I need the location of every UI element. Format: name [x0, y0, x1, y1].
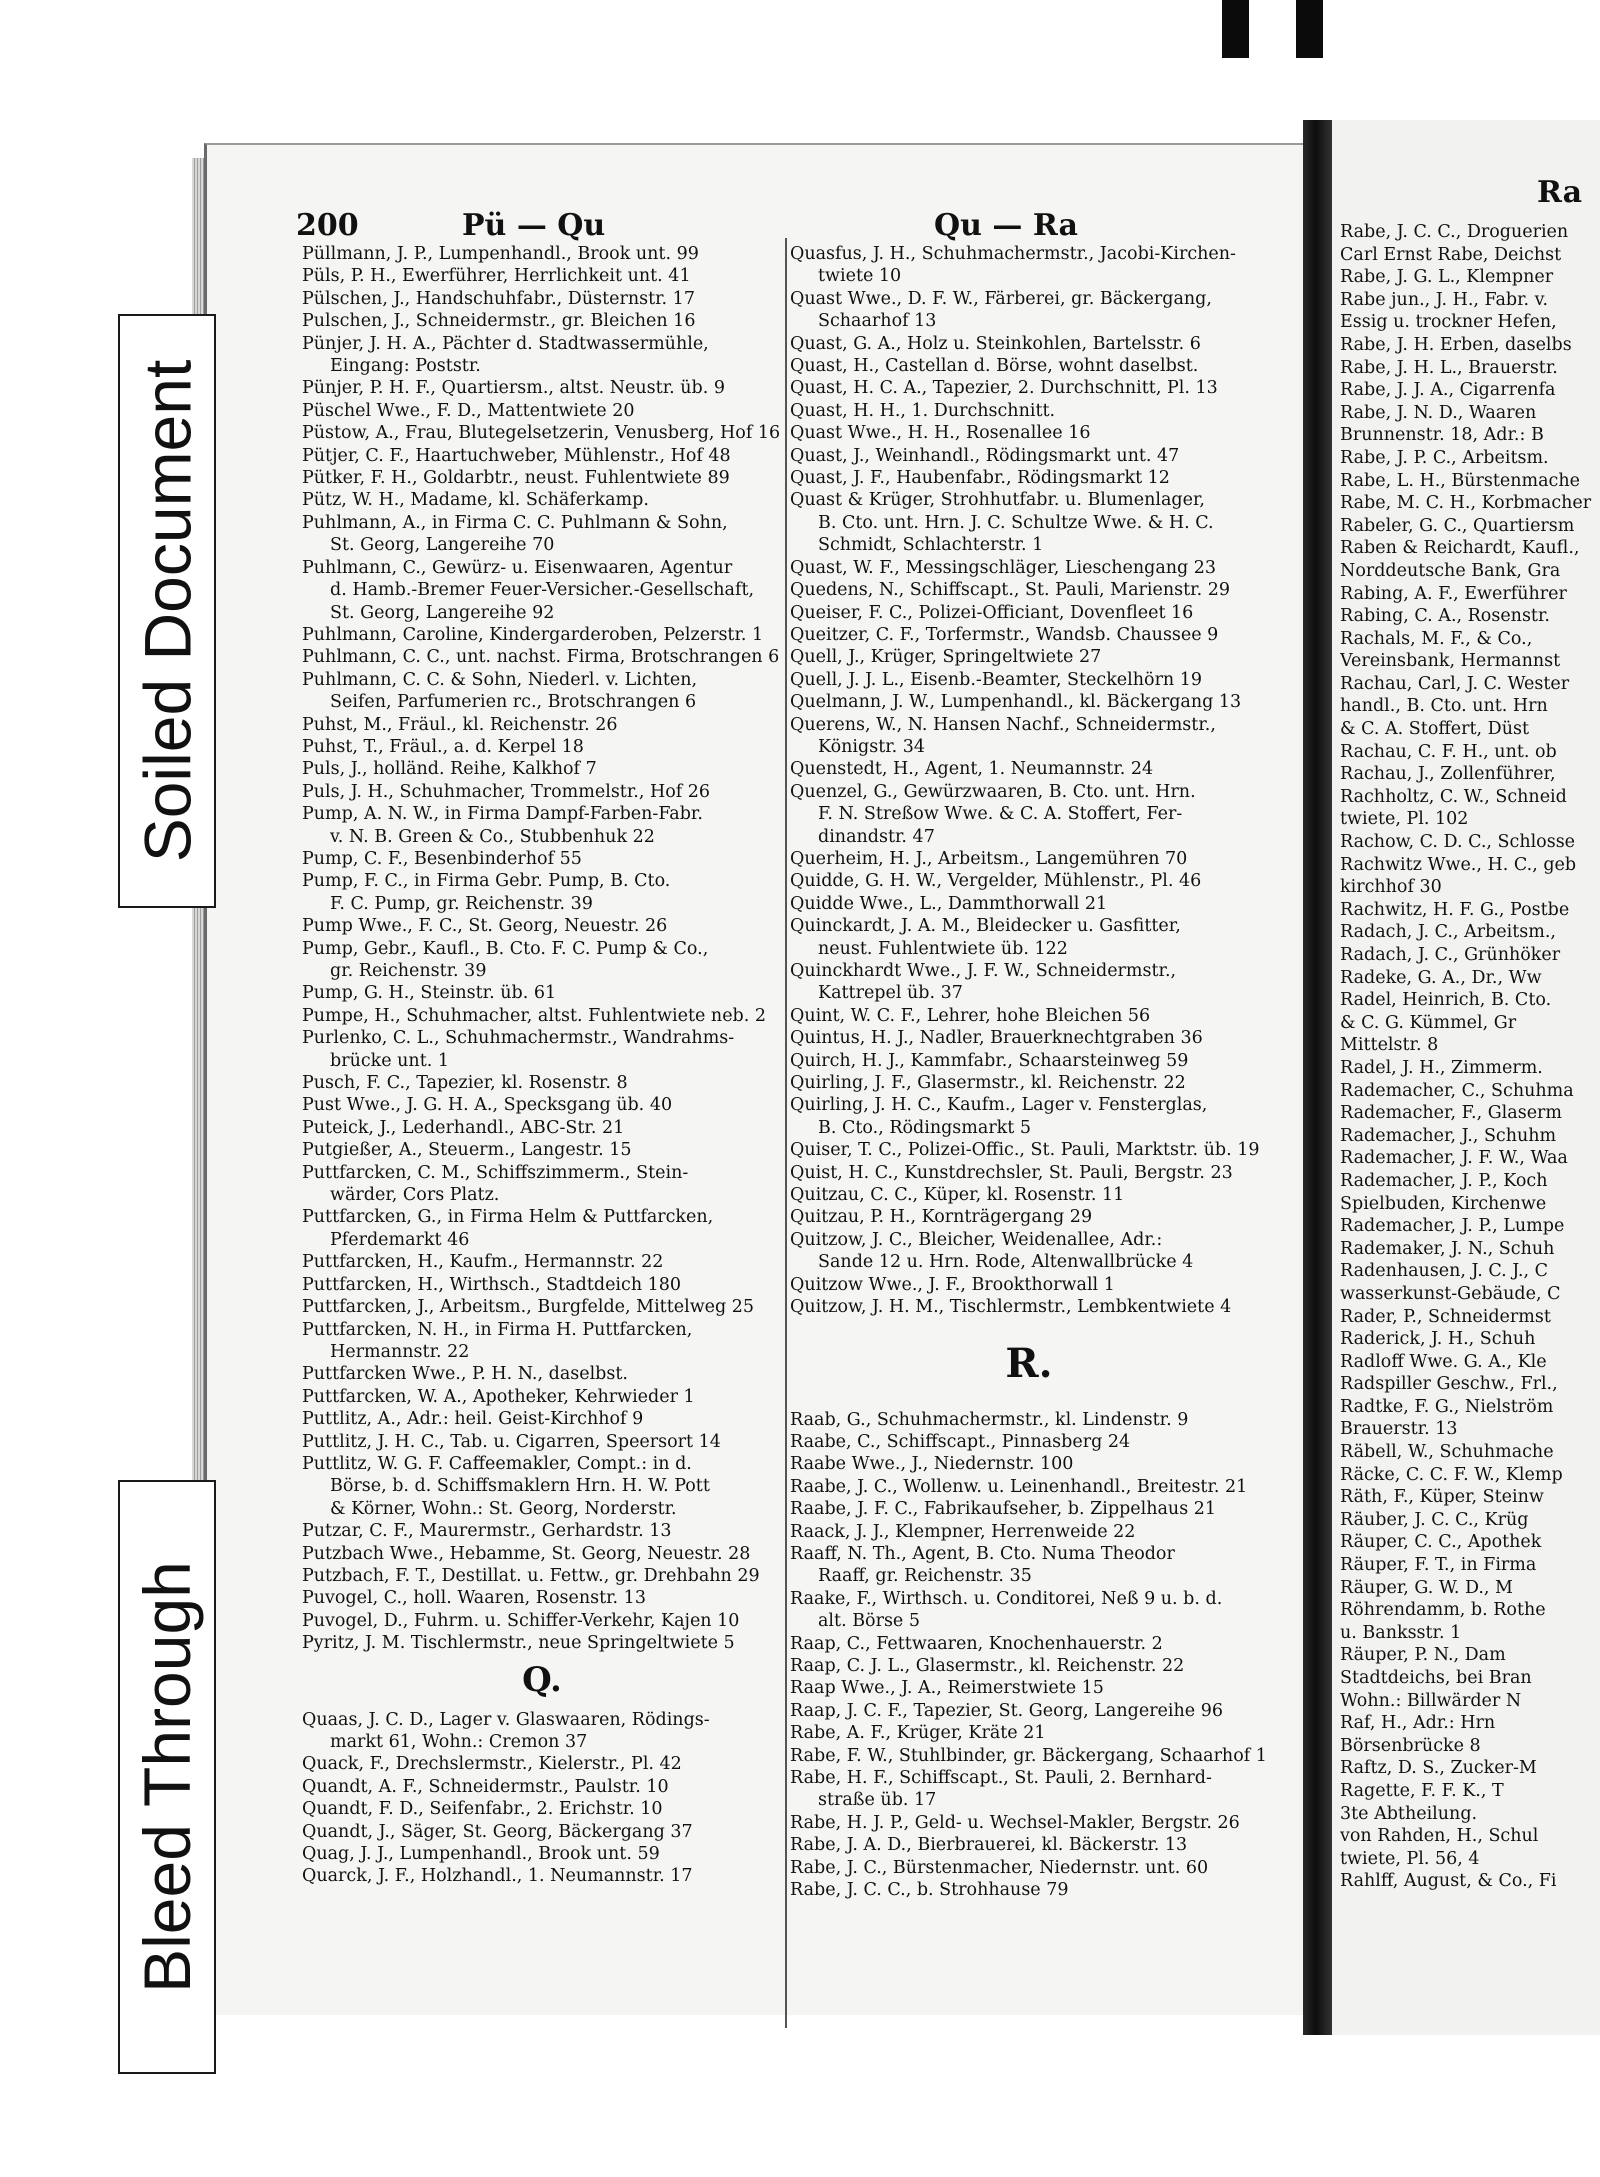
directory-entry: Puhlmann, C., Gewürz- u. Eisenwaaren, Agentur — [302, 557, 733, 578]
directory-entry: Queiser, F. C., Polizei-Officiant, Dovenfleet 16 — [790, 602, 1194, 623]
directory-entry: Quast, G. A., Holz u. Steinkohlen, Bartelsstr. 6 — [790, 333, 1201, 354]
facing-page-entry: Radach, J. C., Arbeitsm., — [1340, 922, 1556, 943]
directory-entry-continuation: Raaff, gr. Reichenstr. 35 — [818, 1566, 1032, 1587]
directory-entry: Quirling, J. H. C., Kaufm., Lager v. Fensterglas, — [790, 1095, 1208, 1116]
directory-entry: Rabe, H. J. P., Geld- u. Wechsel-Makler, Bergstr. 26 — [790, 1812, 1240, 1833]
directory-entry-continuation: brücke unt. 1 — [330, 1050, 449, 1071]
left-running-head: Pü — Qu — [462, 208, 606, 243]
facing-page-entry: Räuper, P. N., Dam — [1340, 1645, 1506, 1666]
facing-page-entry: Brauerstr. 13 — [1340, 1419, 1458, 1440]
facing-page-entry: Spielbuden, Kirchenwe — [1340, 1193, 1547, 1214]
directory-entry: Rabe, J. C., Bürstenmacher, Niedernstr. unt. 60 — [790, 1857, 1209, 1878]
directory-entry: Puttfarcken Wwe., P. H. N., daselbst. — [302, 1364, 628, 1385]
directory-entry: Quelmann, J. W., Lumpenhandl., kl. Bäckergang 13 — [790, 692, 1242, 713]
facing-page-column — [1340, 221, 1600, 1893]
directory-entry: Pump, F. C., in Firma Gebr. Pump, B. Cto. — [302, 871, 671, 892]
directory-entry: Pump, C. F., Besenbinderhof 55 — [302, 848, 582, 869]
scan-edge-bar — [1296, 0, 1323, 58]
directory-entry: Raake, F., Wirthsch. u. Conditorei, Neß 9 u. b. d. — [790, 1588, 1223, 1609]
entries-r — [790, 1409, 1268, 1902]
directory-entry-continuation: Eingang: Poststr. — [330, 356, 481, 377]
facing-page-entry: Rabe, L. H., Bürstenmache — [1340, 470, 1580, 491]
directory-entry: Putzar, C. F., Maurermstr., Gerhardstr. 13 — [302, 1521, 672, 1542]
directory-entry: Puhst, M., Fräul., kl. Reichenstr. 26 — [302, 714, 618, 735]
directory-entry: Pütjer, C. F., Haartuchweber, Mühlenstr., Hof 48 — [302, 445, 731, 466]
directory-entry-continuation: Hermannstr. 22 — [330, 1341, 470, 1362]
directory-entry: Quenstedt, H., Agent, 1. Neumannstr. 24 — [790, 759, 1154, 780]
directory-entry: Puvogel, D., Fuhrm. u. Schiffer-Verkehr, Kajen 10 — [302, 1610, 740, 1631]
facing-page-entry: Rabe, J. H. L., Brauerstr. — [1340, 357, 1558, 378]
directory-entry: Puhlmann, A., in Firma C. C. Puhlmann & Sohn, — [302, 512, 728, 533]
facing-page-entry: Rabe, J. P. C., Arbeitsm. — [1340, 447, 1549, 468]
facing-page-entry: Röhrendamm, b. Rothe — [1340, 1600, 1546, 1621]
directory-entry: Pulschen, J., Schneidermstr., gr. Bleichen 16 — [302, 311, 696, 332]
directory-entry: Quandt, J., Säger, St. Georg, Bäckergang 37 — [302, 1821, 693, 1842]
facing-page-entry: & C. G. Kümmel, Gr — [1340, 1012, 1517, 1033]
directory-entry-continuation: B. Cto., Rödingsmarkt 5 — [818, 1117, 1032, 1138]
directory-entry-continuation: wärder, Cors Platz. — [330, 1185, 500, 1206]
facing-page-entry: Rabing, A. F., Ewerführer — [1340, 583, 1567, 604]
facing-page-entry: Vereinsbank, Hermannst — [1340, 651, 1561, 672]
directory-entry-continuation: twiete 10 — [818, 266, 902, 287]
facing-page-entry: Carl Ernst Rabe, Deichst — [1340, 244, 1562, 265]
directory-entry: Raabe, C., Schiffscapt., Pinnasberg 24 — [790, 1431, 1131, 1452]
facing-page-entry: Rachwitz Wwe., H. C., geb — [1340, 854, 1577, 875]
directory-entry: Puttfarcken, J., Arbeitsm., Burgfelde, Mittelweg 25 — [302, 1297, 755, 1318]
directory-entry: Pünjer, J. H. A., Pächter d. Stadtwassermühle, — [302, 333, 709, 354]
directory-entry: Quag, J. J., Lumpenhandl., Brook unt. 59 — [302, 1844, 660, 1865]
facing-page-entry: Räuper, G. W. D., M — [1340, 1577, 1513, 1598]
entries-p — [302, 243, 782, 1655]
directory-entry: Puttlitz, A., Adr.: heil. Geist-Kirchhof 9 — [302, 1409, 644, 1430]
facing-page-entry: Rachau, C. F. H., unt. ob — [1340, 741, 1557, 762]
section-letter-r: R. — [1005, 1339, 1053, 1387]
facing-page-entry: Rabe, J. C. C., Droguerien — [1340, 222, 1569, 242]
directory-entry: Raack, J. J., Klempner, Herrenweide 22 — [790, 1521, 1136, 1542]
facing-page-entry: Rabe, J. G. L., Klempner — [1340, 267, 1554, 288]
facing-page-entry: twiete, Pl. 102 — [1340, 809, 1469, 830]
directory-entry: Pust Wwe., J. G. H. A., Specksgang üb. 40 — [302, 1095, 673, 1116]
entries-qu — [790, 243, 1268, 1319]
directory-entry: Putgießer, A., Steuerm., Langestr. 15 — [302, 1140, 632, 1161]
facing-page-entry: Raderick, J. H., Schuh — [1340, 1329, 1536, 1350]
directory-entry-continuation: straße üb. 17 — [818, 1790, 937, 1811]
column-divider — [785, 238, 787, 2028]
directory-entry-continuation: v. N. B. Green & Co., Stubbenhuk 22 — [330, 826, 655, 847]
directory-entry: Quast, W. F., Messingschläger, Lieschengang 23 — [790, 557, 1217, 578]
directory-entry: Quasfus, J. H., Schuhmachermstr., Jacobi-Kirchen- — [790, 244, 1236, 264]
facing-page-entry: Räcke, C. C. F. W., Klemp — [1340, 1464, 1563, 1485]
directory-entry: Rabe, H. F., Schiffscapt., St. Pauli, 2. Bernhard- — [790, 1768, 1212, 1788]
directory-entry: Quast, H., Castellan d. Börse, wohnt daselbst. — [790, 356, 1199, 377]
directory-entry-continuation: markt 61, Wohn.: Cremon 37 — [330, 1732, 588, 1752]
facing-page-entry: Räuber, J. C. C., Krüg — [1340, 1509, 1529, 1530]
facing-page-entry: Mittelstr. 8 — [1340, 1035, 1439, 1056]
facing-page-entry: Radach, J. C., Grünhöker — [1340, 945, 1561, 965]
directory-entry: Püschel Wwe., F. D., Mattentwiete 20 — [302, 400, 635, 421]
directory-entry: Pumpe, H., Schuhmacher, altst. Fuhlentwiete neb. 2 — [302, 1005, 767, 1026]
directory-entry-continuation: alt. Börse 5 — [818, 1611, 920, 1632]
facing-page-entry: Brunnenstr. 18, Adr.: B — [1340, 425, 1544, 446]
directory-entry-continuation: Pferdemarkt 46 — [330, 1229, 470, 1250]
directory-entry: Puttlitz, J. H. C., Tab. u. Cigarren, Speersort 14 — [302, 1431, 721, 1452]
facing-page-entry: Rademacher, J. F. W., Waa — [1340, 1148, 1568, 1169]
directory-entry: Raabe, J. C., Wollenw. u. Leinenhandl., Breitestr. 21 — [790, 1476, 1248, 1497]
directory-entry: Pump, G. H., Steinstr. üb. 61 — [302, 983, 557, 1004]
directory-entry: Puvogel, C., holl. Waaren, Rosenstr. 13 — [302, 1588, 646, 1609]
directory-entry: Pusch, F. C., Tapezier, kl. Rosenstr. 8 — [302, 1073, 628, 1094]
directory-entry: Quast, J. F., Haubenfabr., Rödingsmarkt 12 — [790, 468, 1170, 489]
directory-entry: Raap, C., Fettwaaren, Knochenhauerstr. 2 — [790, 1633, 1163, 1654]
directory-entry-continuation: Königstr. 34 — [818, 736, 926, 757]
directory-entry: Quenzel, G., Gewürzwaaren, B. Cto. unt. Hrn. — [790, 781, 1196, 802]
directory-entry-continuation: B. Cto. unt. Hrn. J. C. Schultze Wwe. & H. C. — [818, 512, 1214, 533]
directory-entry: Quell, J., Krüger, Springeltwiete 27 — [790, 647, 1102, 668]
directory-entry-continuation: St. Georg, Langereihe 70 — [330, 535, 555, 556]
directory-entry-continuation: Sande 12 u. Hrn. Rode, Altenwallbrücke 4 — [818, 1252, 1194, 1273]
facing-page-entry: handl., B. Cto. unt. Hrn — [1340, 696, 1548, 717]
directory-entry: Rabe, F. W., Stuhlbinder, gr. Bäckergang, Schaarhof 1 — [790, 1745, 1267, 1766]
directory-entry: Quiser, T. C., Polizei-Offic., St. Pauli, Marktstr. üb. 19 — [790, 1140, 1260, 1161]
right-running-head: Qu — Ra — [934, 208, 1078, 243]
directory-entry-continuation: d. Hamb.-Bremer Feuer-Versicher.-Gesellschaft, — [330, 580, 755, 601]
facing-page-entry: Räbell, W., Schuhmache — [1340, 1442, 1554, 1463]
directory-entry: Puhlmann, C. C. & Sohn, Niederl. v. Lichten, — [302, 669, 698, 690]
right-column — [790, 243, 1268, 1901]
scan-edge-bar — [1222, 0, 1249, 58]
directory-entry: Quast Wwe., D. F. W., Färberei, gr. Bäckergang, — [790, 288, 1212, 309]
facing-page-entry: Radel, Heinrich, B. Cto. — [1340, 990, 1552, 1011]
directory-entry: Quinckardt, J. A. M., Bleidecker u. Gasfitter, — [790, 916, 1181, 937]
directory-entry: Pump, Gebr., Kaufl., B. Cto. F. C. Pump & Co., — [302, 938, 709, 959]
directory-entry: Quandt, A. F., Schneidermstr., Paulstr. 10 — [302, 1776, 669, 1797]
facing-page-entry: Rabe, J. N. D., Waaren — [1340, 402, 1537, 423]
directory-entry-continuation: Kattrepel üb. 37 — [818, 983, 963, 1004]
facing-page-entry: 3te Abtheilung. — [1340, 1803, 1478, 1824]
directory-entry: Rabe, J. C. C., b. Strohhause 79 — [790, 1880, 1069, 1901]
facing-page-entry: u. Banksstr. 1 — [1340, 1622, 1462, 1643]
directory-entry: Quitzau, C. C., Küper, kl. Rosenstr. 11 — [790, 1185, 1125, 1206]
facing-page-entry: Rabeler, G. C., Quartiersm — [1340, 515, 1575, 536]
directory-entry-continuation: Börse, b. d. Schiffsmaklern Hrn. H. W. Pott — [330, 1476, 710, 1497]
directory-entry: Puttfarcken, H., Wirthsch., Stadtdeich 180 — [302, 1274, 682, 1295]
directory-entry: Quast, H. C. A., Tapezier, 2. Durchschnitt, Pl. 13 — [790, 378, 1218, 399]
directory-entry: Puhlmann, Caroline, Kindergarderoben, Pelzerstr. 1 — [302, 624, 764, 645]
directory-entry: Quitzow, J. H. M., Tischlermstr., Lembkentwiete 4 — [790, 1297, 1232, 1318]
facing-page-entry: Radeke, G. A., Dr., Ww — [1340, 967, 1542, 988]
facing-page-entry: Räuper, C. C., Apothek — [1340, 1532, 1542, 1553]
facing-page-entry: Räth, F., Küper, Steinw — [1340, 1487, 1544, 1508]
facing-page-entry: Rachau, J., Zollenführer, — [1340, 764, 1556, 785]
directory-entry: Pütker, F. H., Goldarbtr., neust. Fuhlentwiete 89 — [302, 468, 730, 489]
section-letter-q: Q. — [522, 1659, 562, 1700]
directory-entry: Puls, J. H., Schuhmacher, Trommelstr., Hof 26 — [302, 781, 711, 802]
directory-entry: Raap, J. C. F., Tapezier, St. Georg, Langereihe 96 — [790, 1700, 1223, 1721]
facing-page-entry: Rabe jun., J. H., Fabr. v. — [1340, 289, 1549, 310]
facing-page-entry: Rachau, Carl, J. C. Wester — [1340, 673, 1570, 694]
directory-entry: Pyritz, J. M. Tischlermstr., neue Springeltwiete 5 — [302, 1633, 735, 1654]
directory-entry: Putzbach, F. T., Destillat. u. Fettw., gr. Drehbahn 29 — [302, 1565, 760, 1586]
directory-entry-continuation: Schaarhof 13 — [818, 311, 937, 332]
directory-entry: Puhlmann, C. C., unt. nachst. Firma, Brotschrangen 6 — [302, 647, 780, 668]
directory-entry: Quandt, F. D., Seifenfabr., 2. Erichstr. 10 — [302, 1799, 663, 1820]
directory-entry-continuation: St. Georg, Langereihe 92 — [330, 602, 555, 623]
left-column — [302, 243, 782, 1888]
directory-entry: Quast, J., Weinhandl., Rödingsmarkt unt. 47 — [790, 445, 1180, 466]
directory-entry: Quast, H. H., 1. Durchschnitt. — [790, 400, 1056, 421]
facing-page-entry: Norddeutsche Bank, Gra — [1340, 560, 1561, 581]
directory-entry: Quaas, J. C. D., Lager v. Glaswaaren, Rödings- — [302, 1709, 710, 1730]
directory-entry: Pünjer, P. H. F., Quartiersm., altst. Neustr. üb. 9 — [302, 378, 725, 399]
directory-entry: Quirch, H. J., Kammfabr., Schaarsteinweg 59 — [790, 1050, 1189, 1071]
directory-entry: Puttlitz, W. G. F. Caffeemakler, Compt.: in d. — [302, 1453, 692, 1474]
directory-entry: Puhst, T., Fräul., a. d. Kerpel 18 — [302, 736, 584, 757]
directory-entry: Quack, F., Drechslermstr., Kielerstr., Pl. 42 — [302, 1754, 682, 1775]
directory-entry: Pump Wwe., F. C., St. Georg, Neuestr. 26 — [302, 916, 668, 937]
directory-entry: Quarck, J. F., Holzhandl., 1. Neumannstr. 17 — [302, 1866, 693, 1887]
directory-entry-continuation: neust. Fuhlentwiete üb. 122 — [818, 938, 1068, 959]
directory-entry: Quast Wwe., H. H., Rosenallee 16 — [790, 423, 1091, 444]
facing-page-entry: & C. A. Stoffert, Düst — [1340, 719, 1529, 740]
directory-entry: Puteick, J., Lederhandl., ABC-Str. 21 — [302, 1117, 625, 1138]
facing-page-entry: Börsenbrücke 8 — [1340, 1735, 1481, 1756]
facing-page-entry: Raf, H., Adr.: Hrn — [1340, 1713, 1496, 1734]
directory-entry: Quidde, G. H. W., Vergelder, Mühlenstr., Pl. 46 — [790, 871, 1202, 892]
facing-page-entry: Radloff Wwe. G. A., Kle — [1340, 1351, 1547, 1372]
directory-entry: Pump, A. N. W., in Firma Dampf-Farben-Fabr. — [302, 804, 703, 825]
directory-entry: Quist, H. C., Kunstdrechsler, St. Pauli, Bergstr. 23 — [790, 1162, 1233, 1183]
facing-page-entry: wasserkunst-Gebäude, C — [1340, 1283, 1561, 1304]
facing-page-entry: Räuper, F. T., in Firma — [1340, 1555, 1537, 1576]
facing-page-entry: Rachwitz, H. F. G., Postbe — [1340, 899, 1570, 920]
facing-page-entry: Rachholtz, C. W., Schneid — [1340, 786, 1567, 807]
facing-page-entry: Rabe, M. C. H., Korbmacher — [1340, 493, 1592, 514]
directory-entry: Quitzow, J. C., Bleicher, Weidenallee, Adr.: — [790, 1229, 1163, 1250]
bleed-through-label: Bleed Through — [118, 1480, 216, 2074]
facing-page-entry: Rademacher, J. P., Lumpe — [1340, 1216, 1565, 1237]
facing-page-entry: Raftz, D. S., Zucker-M — [1340, 1758, 1537, 1779]
facing-page — [1332, 120, 1600, 2035]
directory-entry: Raabe, J. F. C., Fabrikaufseher, b. Zippelhaus 21 — [790, 1499, 1217, 1520]
directory-entry: Puls, J., holländ. Reihe, Kalkhof 7 — [302, 759, 597, 780]
facing-page-entry: Rachals, M. F., & Co., — [1340, 628, 1533, 649]
facing-page-entry: Rader, P., Schneidermst — [1340, 1306, 1551, 1327]
directory-entry: Putzbach Wwe., Hebamme, St. Georg, Neuestr. 28 — [302, 1543, 751, 1564]
directory-entry: Quast & Krüger, Strohhutfabr. u. Blumenlager, — [790, 490, 1205, 511]
directory-entry: Pülschen, J., Handschuhfabr., Düsternstr. 17 — [302, 288, 695, 309]
directory-entry: Quedens, N., Schiffscapt., St. Pauli, Marienstr. 29 — [790, 580, 1230, 601]
directory-entry: Quitzow Wwe., J. F., Brookthorwall 1 — [790, 1274, 1115, 1295]
directory-entry-continuation: F. N. Streßow Wwe. & C. A. Stoffert, Fer- — [818, 804, 1183, 825]
book-gutter — [1303, 120, 1335, 2035]
facing-page-entry: Radspiller Geschw., Frl., — [1340, 1374, 1558, 1395]
directory-entry: Purlenko, C. L., Schuhmachermstr., Wandrahms- — [302, 1028, 735, 1049]
facing-page-entry: Rademaker, J. N., Schuh — [1340, 1238, 1555, 1259]
facing-page-entry: Rademacher, F., Glaserm — [1340, 1103, 1563, 1124]
directory-entry: Quitzau, P. H., Kornträgergang 29 — [790, 1207, 1093, 1228]
directory-entry: Raabe Wwe., J., Niedernstr. 100 — [790, 1454, 1074, 1475]
directory-entry-continuation: Schmidt, Schlachterstr. 1 — [818, 535, 1044, 556]
facing-page-entry: Raben & Reichardt, Kaufl., — [1340, 538, 1580, 559]
directory-entry: Quint, W. C. F., Lehrer, hohe Bleichen 56 — [790, 1005, 1151, 1026]
directory-entry: Rabe, J. A. D., Bierbrauerei, kl. Bäckerstr. 13 — [790, 1835, 1188, 1856]
directory-entry: Raab, G., Schuhmachermstr., kl. Lindenstr. 9 — [790, 1409, 1189, 1430]
directory-entry: Querheim, H. J., Arbeitsm., Langemühren 70 — [790, 848, 1188, 869]
directory-entry: Quell, J. J. L., Eisenb.-Beamter, Steckelhörn 19 — [790, 669, 1203, 690]
facing-page-entry: Radel, J. H., Zimmerm. — [1340, 1057, 1543, 1078]
facing-page-entry: Rademacher, J. P., Koch — [1340, 1170, 1548, 1191]
directory-entry: Puttfarcken, H., Kaufm., Hermannstr. 22 — [302, 1252, 664, 1273]
directory-entry: Raaff, N. Th., Agent, B. Cto. Numa Theodor — [790, 1543, 1175, 1564]
directory-entry: Quidde Wwe., L., Dammthorwall 21 — [790, 893, 1108, 914]
directory-entry-continuation: dinandstr. 47 — [818, 826, 935, 847]
entries-q — [302, 1709, 782, 1888]
directory-entry: Querens, W., N. Hansen Nachf., Schneidermstr., — [790, 714, 1216, 735]
directory-entry: Raap, C. J. L., Glasermstr., kl. Reichenstr. 22 — [790, 1655, 1185, 1676]
directory-entry: Puttfarcken, W. A., Apotheker, Kehrwieder 1 — [302, 1386, 695, 1407]
facing-page-entry: Rachow, C. D. C., Schlosse — [1340, 832, 1576, 853]
directory-entry: Quinckhardt Wwe., J. F. W., Schneidermstr., — [790, 961, 1177, 981]
facing-page-entry: von Rahden, H., Schul — [1340, 1826, 1539, 1847]
directory-entry: Püstow, A., Frau, Blutegelsetzerin, Venusberg, Hof 16 — [302, 423, 781, 444]
facing-page-entry: twiete, Pl. 56, 4 — [1340, 1848, 1480, 1869]
directory-entry-continuation: F. C. Pump, gr. Reichenstr. 39 — [330, 893, 593, 914]
facing-page-entry: Rahlff, August, & Co., Fi — [1340, 1871, 1557, 1892]
directory-entry: Pütz, W. H., Madame, kl. Schäferkamp. — [302, 490, 649, 511]
page-number: 200 — [296, 208, 359, 243]
directory-entry-continuation: & Körner, Wohn.: St. Georg, Norderstr. — [330, 1498, 677, 1519]
directory-entry: Puttfarcken, C. M., Schiffszimmerm., Stein- — [302, 1162, 689, 1183]
facing-page-entry: kirchhof 30 — [1340, 877, 1442, 898]
directory-entry: Puttfarcken, G., in Firma Helm & Puttfarcken, — [302, 1207, 714, 1228]
facing-page-entry: Rabe, J. J. A., Cigarrenfa — [1340, 380, 1556, 401]
facing-page-head: Ra — [1537, 175, 1583, 210]
directory-entry: Raap Wwe., J. A., Reimerstwiete 15 — [790, 1678, 1104, 1699]
facing-page-entry: Rabe, J. H. Erben, daselbs — [1340, 334, 1572, 355]
facing-page-entry: Wohn.: Billwärder N — [1340, 1690, 1522, 1711]
facing-page-entry: Rademacher, C., Schuhma — [1340, 1080, 1574, 1101]
directory-entry-continuation: gr. Reichenstr. 39 — [330, 961, 487, 981]
directory-entry: Queitzer, C. F., Torfermstr., Wandsb. Chaussee 9 — [790, 624, 1219, 645]
directory-entry: Püls, P. H., Ewerführer, Herrlichkeit unt. 41 — [302, 266, 691, 287]
directory-entry: Puttfarcken, N. H., in Firma H. Puttfarcken, — [302, 1319, 693, 1340]
facing-page-entry: Essig u. trockner Hefen, — [1340, 312, 1557, 333]
facing-page-entry: Radenhausen, J. C. J., C — [1340, 1261, 1548, 1282]
directory-entry: Quirling, J. F., Glasermstr., kl. Reichenstr. 22 — [790, 1073, 1186, 1094]
directory-entry: Quintus, H. J., Nadler, Brauerknechtgraben 36 — [790, 1028, 1203, 1049]
directory-entry: Rabe, A. F., Krüger, Kräte 21 — [790, 1723, 1046, 1744]
soiled-document-label: Soiled Document — [118, 314, 216, 908]
facing-page-entry: Ragette, F. F. K., T — [1340, 1780, 1504, 1801]
directory-entry: Püllmann, J. P., Lumpenhandl., Brook unt. 99 — [302, 244, 699, 264]
directory-entry-continuation: Seifen, Parfumerien rc., Brotschrangen 6 — [330, 692, 697, 713]
facing-page-entry: Rademacher, J., Schuhm — [1340, 1125, 1557, 1146]
facing-page-entry: Radtke, F. G., Nielström — [1340, 1396, 1554, 1417]
facing-page-entry: Rabing, C. A., Rosenstr. — [1340, 606, 1550, 627]
facing-page-entry: Stadtdeichs, bei Bran — [1340, 1668, 1532, 1688]
